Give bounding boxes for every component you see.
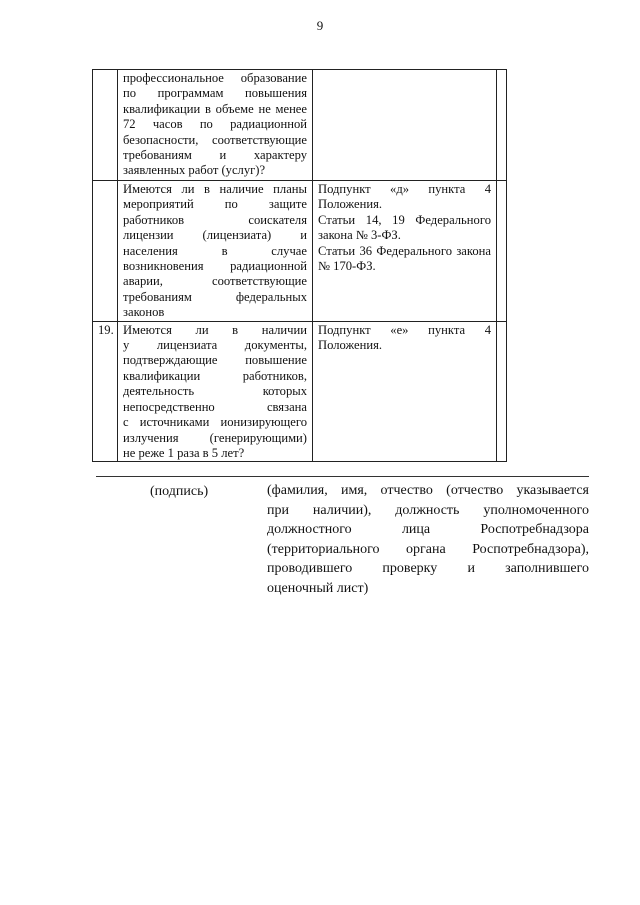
reference-cell xyxy=(313,321,497,462)
reference-line: Статьи 36 Федерального закона xyxy=(318,243,491,258)
question-line: безопасности, соответствующие xyxy=(123,132,307,147)
question-line: населения в случае xyxy=(123,243,307,258)
question-line: требованиям и характеру xyxy=(123,148,307,163)
note-cell xyxy=(497,181,507,322)
question-line: излучения (генерирующими) xyxy=(123,430,307,445)
reference-cell xyxy=(313,70,497,181)
question-cell xyxy=(118,321,313,462)
question-line: непосредственно связана xyxy=(123,399,307,414)
reference-line: Подпункт «д» пункта 4 xyxy=(318,182,491,196)
caption-line: (фамилия, имя, отчество (отчество указывается xyxy=(267,483,589,498)
question-line: по программам повышения xyxy=(123,86,307,101)
caption-line: при наличии), должность уполномоченного xyxy=(267,502,589,518)
question-line: возникновения радиационной xyxy=(123,259,307,274)
row-number-cell xyxy=(93,181,118,322)
reference-line: закона № 3-ФЗ. xyxy=(318,228,401,243)
question-line: не реже 1 раза в 5 лет? xyxy=(123,445,245,460)
caption-line: проводившего проверку и заполнившего xyxy=(267,561,589,576)
question-line: у лицензиата документы, xyxy=(123,338,307,353)
question-line: работников соискателя xyxy=(123,212,307,227)
row-number-cell: 19. xyxy=(93,321,118,462)
signature-line xyxy=(96,476,589,477)
question-line: Имеются ли в наличии xyxy=(123,322,307,337)
note-cell xyxy=(497,321,507,462)
reference-line: Подпункт «е» пункта 4 xyxy=(318,322,491,337)
question-line: законов xyxy=(123,305,165,320)
row-number-cell xyxy=(93,70,118,181)
note-cell xyxy=(497,70,507,181)
caption-line: оценочный лист) xyxy=(267,580,369,596)
question-line: аварии, соответствующие xyxy=(123,274,307,289)
table-row xyxy=(93,321,507,462)
checklist-table xyxy=(92,69,507,462)
question-line: Имеются ли в наличие планы xyxy=(123,182,307,196)
caption-line: (территориального органа Роспотребнадзора), xyxy=(267,541,589,557)
reference-line: № 170-ФЗ. xyxy=(318,259,376,274)
question-line: мероприятий по защите xyxy=(123,197,307,212)
question-line: профессиональное образование xyxy=(123,71,307,85)
table-row xyxy=(93,70,507,181)
signer-name-caption xyxy=(267,481,589,598)
question-line: квалификации работников, xyxy=(123,368,307,383)
question-line: квалификации в объеме не менее xyxy=(123,101,307,116)
question-line: лицензии (лицензиата) и xyxy=(123,228,307,243)
reference-cell xyxy=(313,181,497,322)
reference-line: Положения. xyxy=(318,338,383,353)
table-row xyxy=(93,181,507,322)
signature-label: (подпись) xyxy=(150,484,209,499)
question-line: требованиям федеральных xyxy=(123,289,307,304)
question-cell xyxy=(118,181,313,322)
question-line: заявленных работ (услуг)? xyxy=(123,163,266,178)
question-line: с источниками ионизирующего xyxy=(123,415,307,430)
question-line: подтверждающие повышение xyxy=(123,353,307,368)
question-line: деятельность которых xyxy=(123,384,307,399)
page-number: 9 xyxy=(316,18,324,33)
caption-line: должностного лица Роспотребнадзора xyxy=(267,522,589,537)
reference-line: Статьи 14, 19 Федерального xyxy=(318,212,491,227)
question-line: 72 часов по радиационной xyxy=(123,117,307,132)
reference-line: Положения. xyxy=(318,197,383,212)
question-cell xyxy=(118,70,313,181)
